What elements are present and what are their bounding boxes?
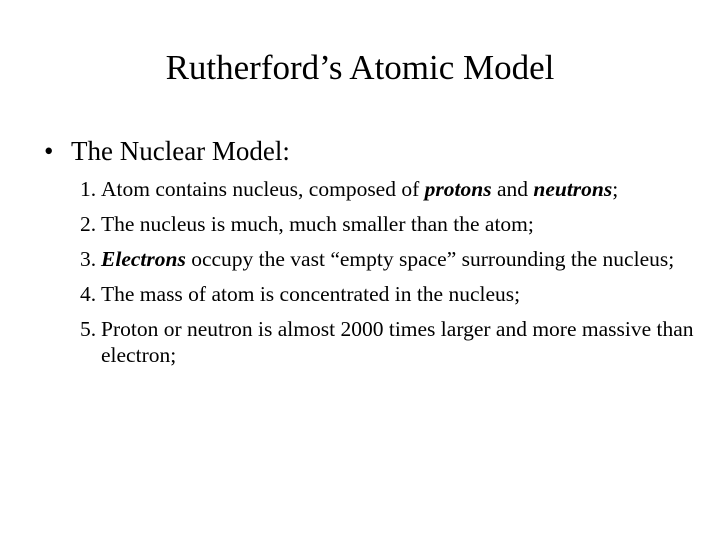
list-item-text: and [491,177,534,201]
list-item [80,281,700,307]
list-item [80,211,700,237]
list-item-number: 4. [80,282,97,306]
list-item-text: Atom contains nucleus, composed of [101,177,425,201]
list-item-text: occupy the vast “empty space” surrounding the nucleus; [185,247,675,271]
bullet-icon: • [44,136,54,166]
list-item-number: 2. [80,212,97,236]
list-item-text: ; [612,177,619,201]
emphasis-neutrons: neutrons [533,177,613,201]
slide-title: Rutherford’s Atomic Model [165,48,555,87]
list-item [80,246,700,272]
emphasis-protons: protons [424,177,492,201]
numbered-list [80,176,700,368]
emphasis-electrons: Electrons [101,247,186,271]
list-item [80,316,700,368]
list-item-text: The mass of atom is concentrated in the nucleus; [101,282,521,306]
list-item-text: The nucleus is much, much smaller than the atom; [101,212,534,236]
list-item-text: Proton or neutron is almost 2000 times larger and more massive than electron; [101,317,694,367]
bullet-heading [44,133,290,169]
list-item-number: 3. [80,247,97,271]
list-item-number: 1. [80,177,97,201]
bullet-heading-text: The Nuclear Model: [71,136,290,166]
list-item-number: 5. [80,317,97,341]
list-item [80,176,700,202]
